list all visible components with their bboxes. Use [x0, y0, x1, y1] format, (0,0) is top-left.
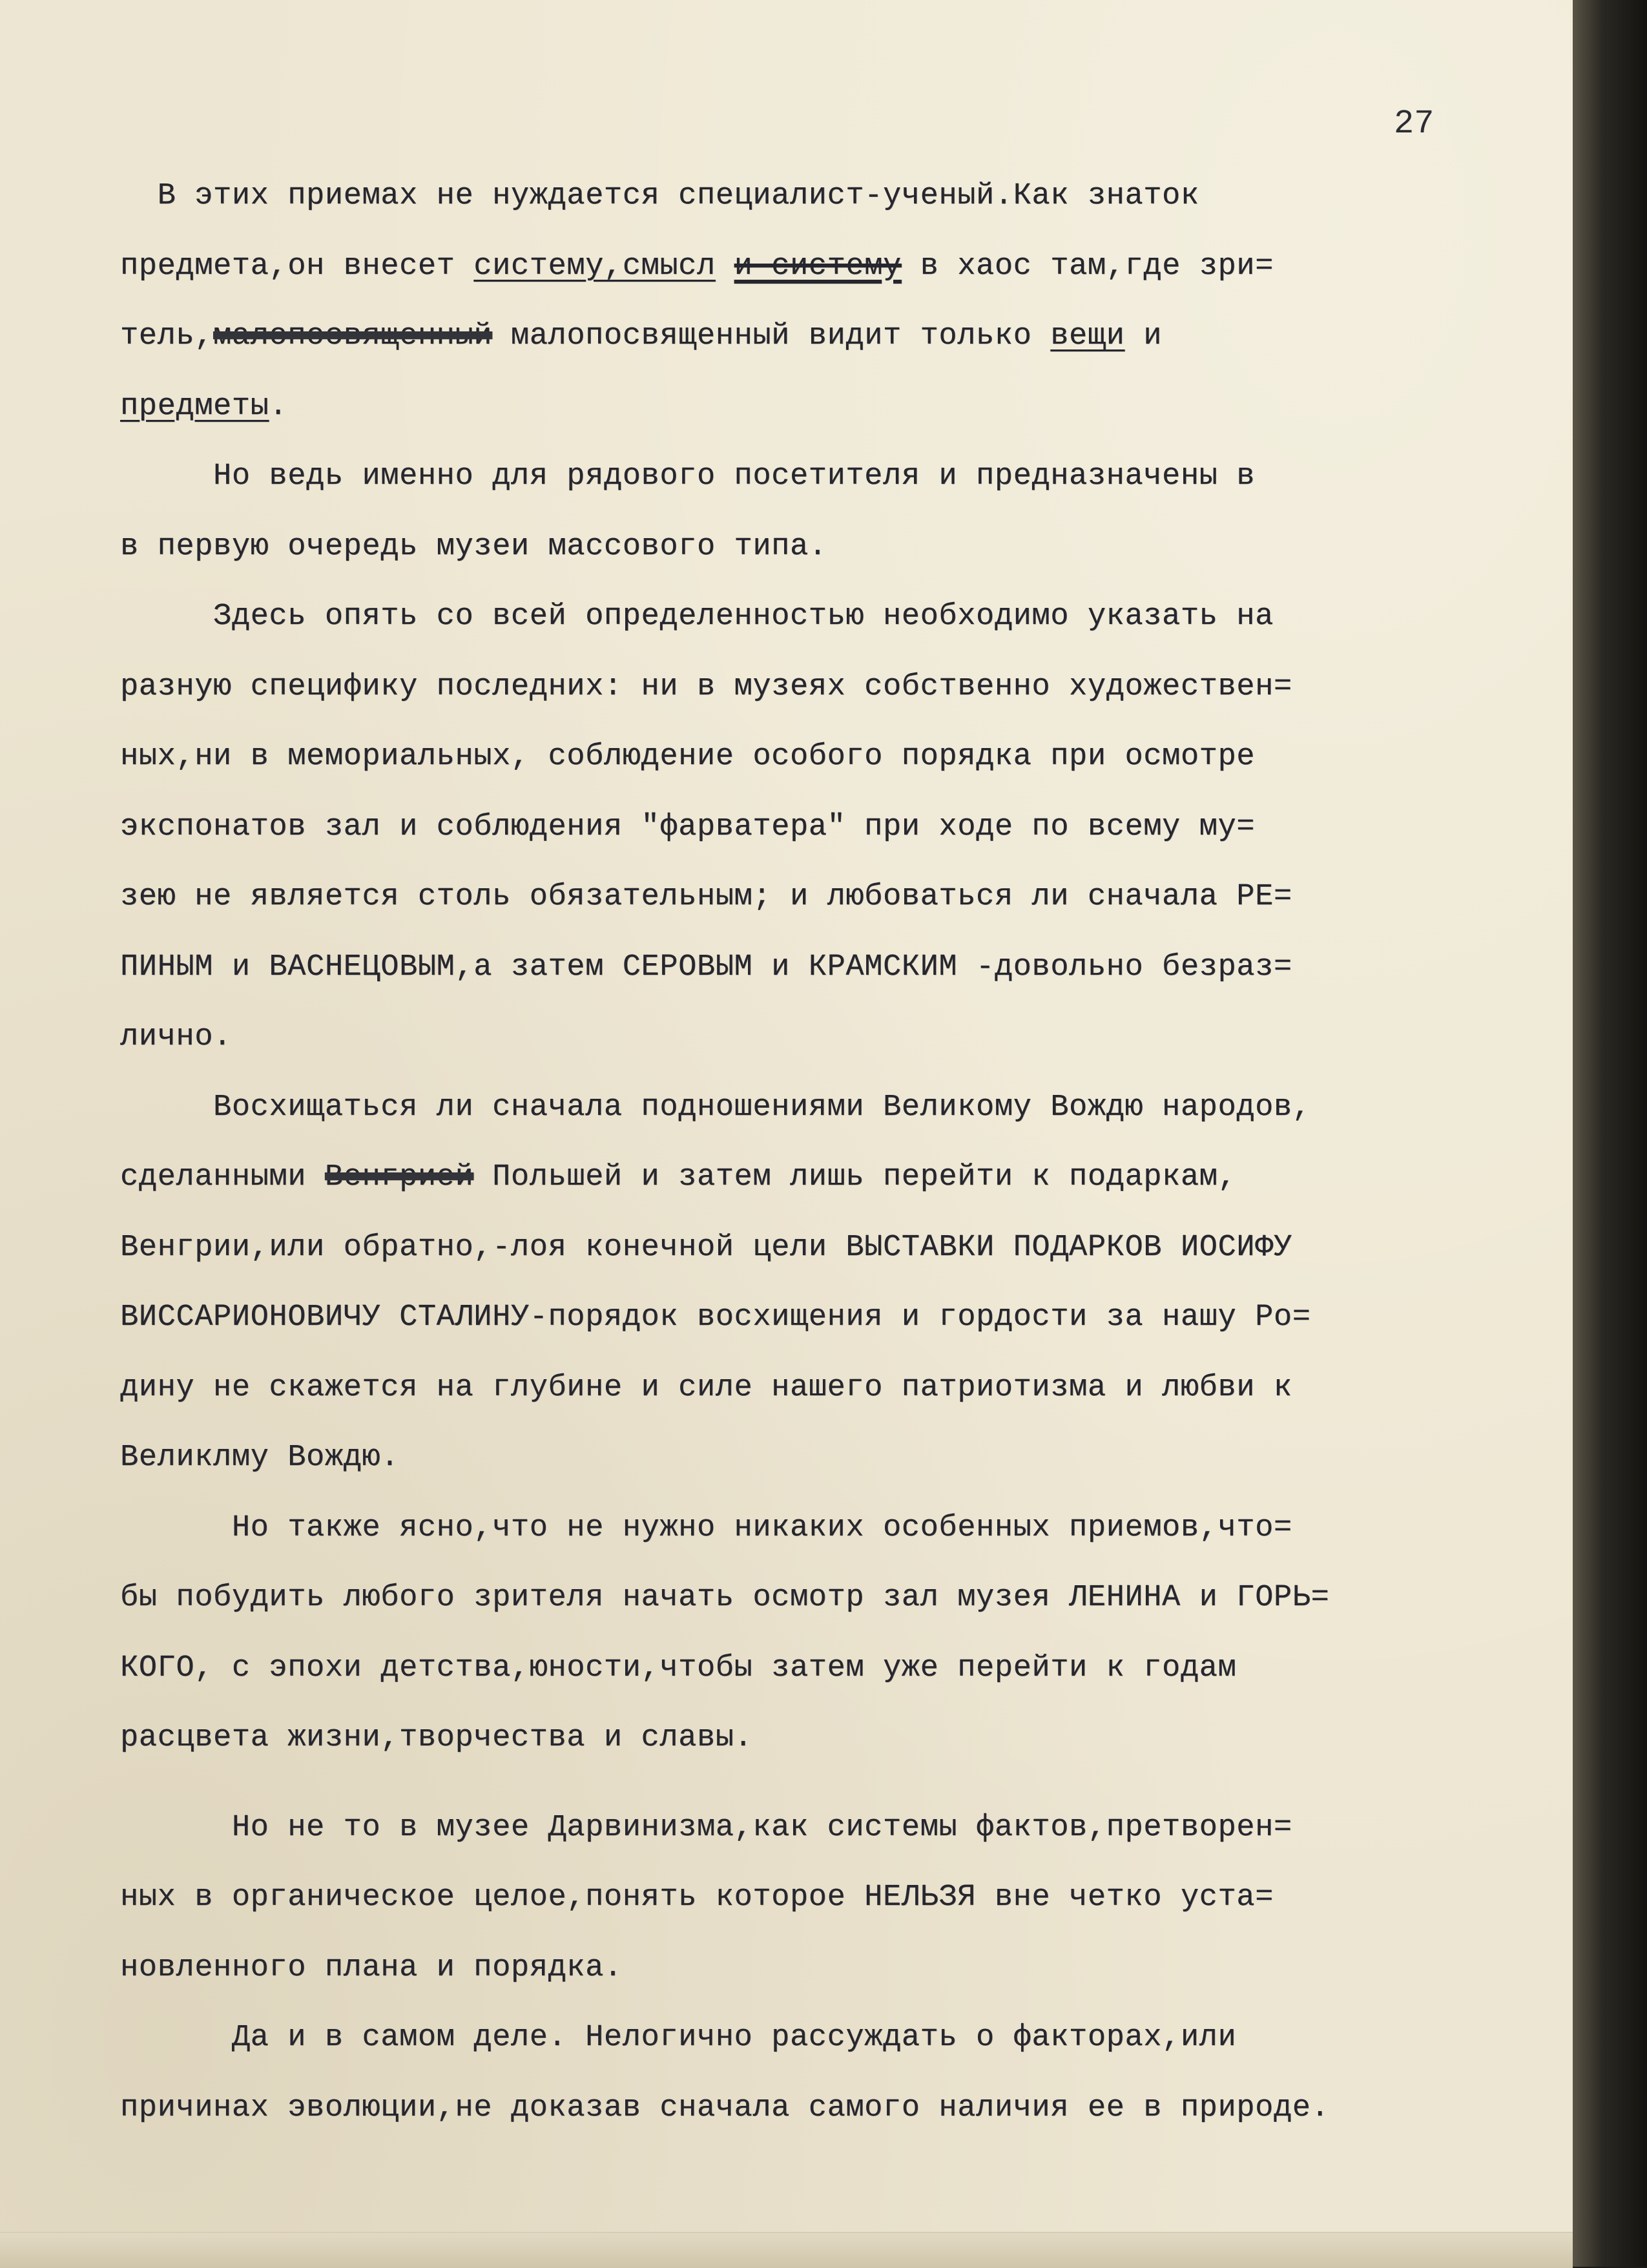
text-line [120, 232, 1541, 302]
text-segment: расцвета жизни,творчества и славы. [120, 1721, 753, 1755]
text-segment: В этих приемах не нуждается специалист-ученый.Как знаток [120, 179, 1199, 213]
underlined-text: вещи [1050, 319, 1125, 353]
text-line [120, 652, 1541, 723]
text-segment: дину не скажется на глубине и силе нашего патриотизма и любви к [120, 1370, 1292, 1405]
text-line [120, 1423, 1541, 1493]
text-segment: КОГО, с эпохи детства,юности,чтобы затем уже перейти к годам [120, 1650, 1237, 1685]
text-line [120, 933, 1541, 1003]
text-segment: Да и в самом деле. Нелогично рассуждать о факторах,или [120, 2021, 1237, 2055]
text-line [120, 442, 1541, 512]
text-segment: Но ведь именно для рядового посетителя и предназначены в [120, 459, 1256, 494]
text-line [120, 302, 1541, 372]
text-segment: зею не является столь обязательным; и любоваться ли сначала РЕ= [120, 880, 1292, 914]
text-segment: Но также ясно,что не нужно никаких особенных приемов,что= [120, 1510, 1292, 1545]
text-segment: Здесь опять со всей определенностью необходимо указать на [120, 599, 1274, 634]
page-number: 27 [1394, 105, 1435, 143]
text-line [120, 862, 1541, 933]
text-segment: лично. [120, 1020, 232, 1054]
text-segment: сделанными [120, 1160, 325, 1194]
text-segment: Польшей и затем лишь перейти к подаркам, [473, 1160, 1237, 1194]
text-segment: . [269, 389, 288, 424]
text-segment: причинах эволюции,не доказав сначала самого наличия ее в природе. [120, 2090, 1330, 2125]
text-segment: Великлму Вождю. [120, 1441, 400, 1475]
underlined-text: систему,смысл [473, 249, 716, 284]
text-line [120, 2003, 1541, 2074]
struck-out-text: малопосвященный [213, 319, 493, 353]
text-line [120, 2074, 1541, 2144]
typewritten-text [120, 161, 1541, 2143]
text-line [120, 1493, 1541, 1564]
text-segment: экспонатов зал и соблюдения "фарватера" при ходе по всему му= [120, 809, 1256, 844]
struck-out-text: Венгрией [324, 1160, 474, 1194]
text-line [120, 372, 1541, 442]
text-line [120, 793, 1541, 863]
text-line [120, 1073, 1541, 1143]
text-segment: Но не то в музее Дарвинизма,как системы фактов,претворен= [120, 1810, 1292, 1845]
text-segment: Восхищаться ли сначала подношениями Великому Вождю народов, [120, 1090, 1311, 1125]
text-line [120, 1283, 1541, 1353]
text-line [120, 1353, 1541, 1424]
text-segment: новленного плана и порядка. [120, 1950, 623, 1985]
text-segment [716, 249, 734, 284]
text-segment: ных в органическое целое,понять которое НЕЛЬЗЯ вне четко уста= [120, 1880, 1274, 1915]
text-segment: Венгрии,или обратно,-лоя конечной цели ВЫСТАВКИ ПОДАРКОВ ИОСИФУ [120, 1230, 1292, 1265]
text-line [120, 722, 1541, 793]
text-segment: ПИНЫМ и ВАСНЕЦОВЫМ,а затем СЕРОВЫМ и КРАМСКИМ -довольно безраз= [120, 950, 1292, 984]
text-line [120, 1863, 1541, 1933]
text-segment: малопосвященный видит только [492, 319, 1051, 353]
underlined-text: предметы [120, 389, 269, 424]
text-line [120, 1143, 1541, 1213]
text-segment: ВИССАРИОНОВИЧУ СТАЛИНУ-порядок восхищения и гордости за нашу Ро= [120, 1300, 1311, 1335]
text-segment: и [1124, 319, 1163, 353]
text-line [120, 1634, 1541, 1704]
paragraph-gap [120, 1774, 1541, 1793]
struck-out-text: и систему [734, 249, 902, 284]
text-segment: разную специфику последних: ни в музеях собственно художествен= [120, 669, 1292, 704]
text-segment: ных,ни в мемориальных, соблюдение особого порядка при осмотре [120, 740, 1256, 774]
text-line [120, 161, 1541, 232]
text-line [120, 1213, 1541, 1284]
text-line [120, 512, 1541, 583]
text-line [120, 1703, 1541, 1774]
text-segment: бы побудить любого зрителя начать осмотр зал музея ЛЕНИНА и ГОРЬ= [120, 1581, 1330, 1615]
text-line [120, 1563, 1541, 1634]
text-segment: в первую очередь музеи массового типа. [120, 529, 827, 564]
text-line [120, 1003, 1541, 1073]
text-line [120, 582, 1541, 652]
text-line [120, 1793, 1541, 1864]
text-line [120, 1933, 1541, 2004]
text-segment: предмета,он внесет [120, 249, 474, 284]
text-segment: тель, [120, 319, 214, 353]
scanner-background [1573, 0, 1647, 2267]
page-bottom-edge [0, 2232, 1573, 2268]
text-segment: в хаос там,где зри= [901, 249, 1274, 284]
